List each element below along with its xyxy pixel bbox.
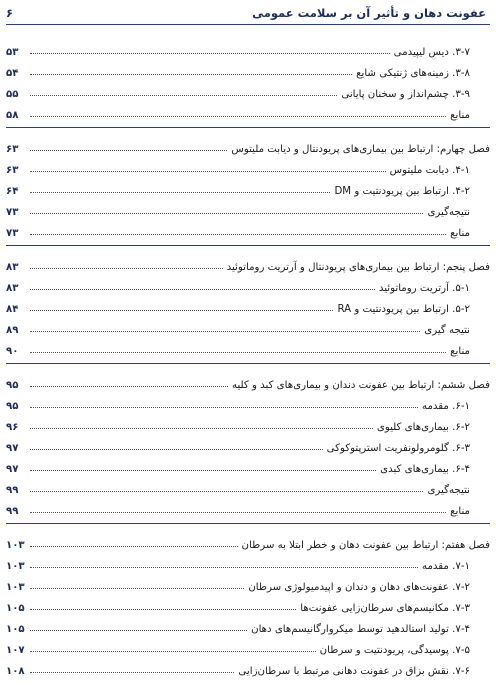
chapter-entry[interactable] xyxy=(6,370,490,391)
entry-page-number: ۱۰۵ xyxy=(6,603,25,614)
entry-page-number: ۱۰۳ xyxy=(6,582,25,593)
dot-leader xyxy=(30,407,418,408)
entry-page-number: ۱۰۳ xyxy=(6,540,25,551)
dot-leader xyxy=(30,234,446,235)
entry-page-number: ۱۰۳ xyxy=(6,561,25,572)
entry-page-number: ۹۹ xyxy=(6,506,19,517)
toc-entry[interactable] xyxy=(6,315,490,336)
dot-leader xyxy=(30,150,227,151)
toc-entry[interactable] xyxy=(6,454,490,475)
running-title: عفونت دهان و تأثیر آن بر سلامت عمومی xyxy=(252,6,486,20)
entry-title: نتیجه‌گیری xyxy=(427,485,470,496)
entry-page-number: ۸۳ xyxy=(6,283,19,294)
dot-leader xyxy=(30,449,323,450)
entry-title: ۶-۳. گلومرولونفریت استرپتوکوکی xyxy=(326,443,470,454)
dot-leader xyxy=(30,116,446,117)
entry-page-number: ۵۳ xyxy=(6,47,19,58)
entry-page-number: ۹۵ xyxy=(6,401,19,412)
dot-leader xyxy=(30,512,446,513)
dot-leader xyxy=(30,672,234,673)
toc-entry[interactable] xyxy=(6,155,490,176)
entry-page-number: ۶۴ xyxy=(6,186,19,197)
dot-leader xyxy=(30,470,376,471)
section-separator xyxy=(6,363,490,364)
entry-title: ۴-۲. ارتباط بین پریودنتیت و DM xyxy=(334,186,470,197)
entry-title: ۷-۱. مقدمه xyxy=(422,561,470,572)
entry-page-number: ۸۹ xyxy=(6,325,19,336)
entry-title: ۶-۱. مقدمه xyxy=(422,401,470,412)
dot-leader xyxy=(30,588,244,589)
toc-entry[interactable] xyxy=(6,475,490,496)
page-number: ۶ xyxy=(6,6,14,20)
dot-leader xyxy=(30,567,418,568)
entry-title: نتیجه‌گیری xyxy=(427,207,470,218)
entry-title: ۶-۲. بیماری‌های کلیوی xyxy=(376,422,470,433)
toc-entry[interactable] xyxy=(6,58,490,79)
toc-entry[interactable] xyxy=(6,433,490,454)
dot-leader xyxy=(30,171,386,172)
header-rule xyxy=(6,24,490,25)
entry-page-number: ۸۳ xyxy=(6,262,19,273)
entry-title: منابع xyxy=(450,346,470,357)
dot-leader xyxy=(30,213,423,214)
entry-title: ۷-۵. پوسیدگی، پریودنتیت و سرطان xyxy=(319,645,470,656)
entry-title: ۴-۱. دیابت ملیتوس xyxy=(389,165,470,176)
toc-entry[interactable] xyxy=(6,614,490,635)
entry-title: ۳-۸. زمینه‌های ژنتیکی شایع xyxy=(356,68,470,79)
dot-leader xyxy=(30,630,247,631)
section-separator xyxy=(6,523,490,524)
entry-page-number: ۹۵ xyxy=(6,380,19,391)
entry-page-number: ۱۰۵ xyxy=(6,624,25,635)
entry-page-number: ۱۰۸ xyxy=(6,666,25,677)
entry-title: ۵-۱. آرتریت روماتوئید xyxy=(378,283,470,294)
chapter-entry[interactable] xyxy=(6,530,490,551)
entry-page-number: ۹۹ xyxy=(6,485,19,496)
toc-entry[interactable] xyxy=(6,100,490,121)
toc-entry[interactable] xyxy=(6,496,490,517)
entry-page-number: ۶۳ xyxy=(6,144,19,155)
dot-leader xyxy=(30,268,223,269)
entry-page-number: ۷۳ xyxy=(6,207,19,218)
toc-entry[interactable] xyxy=(6,37,490,58)
entry-title: ۷-۲. عفونت‌های دهان و دندان و اپیدمیولوژی سرطان xyxy=(248,582,470,593)
toc-entry[interactable] xyxy=(6,197,490,218)
entry-title: فصل هفتم: ارتباط بین عفونت دهان و خطر ابتلا به سرطان xyxy=(241,540,490,551)
entry-page-number: ۹۷ xyxy=(6,464,19,475)
toc-entry[interactable] xyxy=(6,336,490,357)
entry-page-number: ۹۶ xyxy=(6,422,19,433)
entry-title: ۷-۶. نقش بزاق در عفونت دهانی مرتبط با سرطان‌زایی xyxy=(238,666,470,677)
entry-page-number: ۱۰۷ xyxy=(6,645,25,656)
entry-page-number: ۵۴ xyxy=(6,68,19,79)
entry-page-number: ۵۸ xyxy=(6,110,19,121)
entry-title: ۷-۴. تولید استالدهید توسط میکروارگانیسم‌های دهان xyxy=(251,624,470,635)
toc-entry[interactable] xyxy=(6,593,490,614)
entry-title: منابع xyxy=(450,506,470,517)
toc-entry[interactable] xyxy=(6,635,490,656)
dot-leader xyxy=(30,609,296,610)
dot-leader xyxy=(30,53,390,54)
entry-page-number: ۶۳ xyxy=(6,165,19,176)
toc-entry[interactable] xyxy=(6,551,490,572)
dot-leader xyxy=(30,331,420,332)
dot-leader xyxy=(30,192,330,193)
entry-title: فصل پنجم: ارتباط بین بیماری‌های پریودنتال و آرتریت روماتوئید xyxy=(226,262,490,273)
page-header xyxy=(6,3,486,23)
chapter-entry[interactable] xyxy=(6,252,490,273)
toc-entry[interactable] xyxy=(6,572,490,593)
dot-leader xyxy=(30,74,352,75)
entry-title: ۵-۲. ارتباط بین پریودنتیت و RA xyxy=(337,304,470,315)
dot-leader xyxy=(30,352,446,353)
toc-entry[interactable] xyxy=(6,79,490,100)
section-separator xyxy=(6,127,490,128)
dot-leader xyxy=(30,95,337,96)
section-separator xyxy=(6,245,490,246)
entry-page-number: ۹۷ xyxy=(6,443,19,454)
toc-entry[interactable] xyxy=(6,656,490,677)
dot-leader xyxy=(30,651,316,652)
dot-leader xyxy=(30,491,423,492)
entry-page-number: ۸۴ xyxy=(6,304,19,315)
entry-page-number: ۹۰ xyxy=(6,346,19,357)
toc-entry[interactable] xyxy=(6,273,490,294)
table-of-contents xyxy=(6,37,490,677)
dot-leader xyxy=(30,310,333,311)
chapter-entry[interactable] xyxy=(6,134,490,155)
entry-title: منابع xyxy=(450,228,470,239)
entry-title: ۳-۹. چشم‌انداز و سخنان پایانی xyxy=(341,89,470,100)
entry-title: ۷-۳. مکانیسم‌های سرطان‌زایی عفونت‌ها xyxy=(300,603,470,614)
toc-entry[interactable] xyxy=(6,218,490,239)
toc-entry[interactable] xyxy=(6,412,490,433)
dot-leader xyxy=(30,386,228,387)
entry-title: منابع xyxy=(450,110,470,121)
toc-entry[interactable] xyxy=(6,391,490,412)
toc-entry[interactable] xyxy=(6,294,490,315)
dot-leader xyxy=(30,428,373,429)
entry-title: فصل ششم: ارتباط بین عفونت دندان و بیماری‌های کبد و کلیه xyxy=(232,380,490,391)
toc-entry[interactable] xyxy=(6,176,490,197)
dot-leader xyxy=(30,546,238,547)
entry-title: ۶-۴. بیماری‌های کبدی xyxy=(380,464,470,475)
entry-title: نتیجه گیری xyxy=(424,325,470,336)
entry-page-number: ۵۵ xyxy=(6,89,19,100)
entry-page-number: ۷۳ xyxy=(6,228,19,239)
entry-title: ۳-۷. دیس لیپیدمی xyxy=(393,47,470,58)
entry-title: فصل چهارم: ارتباط بین بیماری‌های پریودنتال و دیابت ملیتوس xyxy=(231,144,490,155)
dot-leader xyxy=(30,289,375,290)
